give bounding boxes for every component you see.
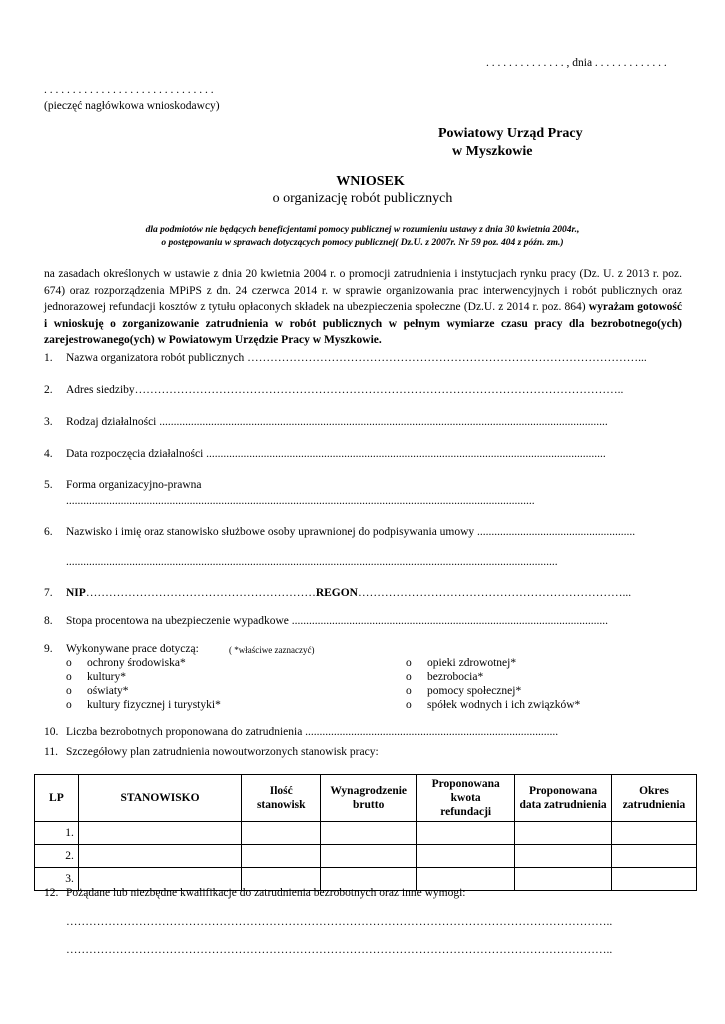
- item-6-number: 6.: [44, 526, 53, 538]
- regon-field[interactable]: ……………………………………………………………...: [357, 587, 632, 599]
- item-9-number: 9.: [44, 643, 53, 655]
- work-option-right-4: spółek wodnych i ich związków*: [427, 699, 581, 711]
- checkbox-bullet[interactable]: o: [66, 685, 72, 697]
- item-11-number: 11.: [44, 746, 58, 758]
- table-header: Okres zatrudnienia: [612, 775, 697, 822]
- checkbox-bullet[interactable]: o: [406, 699, 412, 711]
- work-option-left-1: ochrony środowiska*: [87, 657, 186, 669]
- table-header: LP: [35, 775, 79, 822]
- form-title: WNIOSEK: [336, 174, 405, 189]
- item-3-number: 3.: [44, 416, 53, 428]
- item-4-number: 4.: [44, 448, 53, 460]
- nip-regon-line: [66, 587, 631, 599]
- intro-bold-text: wyrażam gotowość i wnioskuję o zorganizowanie zatrudnienia w robót publicznych w pełnym wymiarze czasu pracy dla bezrobotnego(ych) zarejestrowanego(ych) w Powiatowym Urzędzie Pracy w Myszkowie.: [44, 301, 682, 347]
- salary-cell[interactable]: [321, 845, 417, 868]
- intro-text: na zasadach określonych w ustawie z dnia 20 kwietnia 2004 r. o promocji zatrudnienia i instytucjach rynku pracy (Dz. U. z 2013 r. poz. 674) oraz rozporządzenia MPiPS z dn. 24 czerwca 2014 r. w sprawie organizowania prac interwencyjnych i robót publicznych oraz jednorazowej refundacji kosztów z tytułu opłaconych składek na ubezpieczenia społeczne (Dz.U. z 2014 r. poz. 864): [44, 268, 682, 314]
- organizer-name-field[interactable]: Nazwa organizatora robót publicznych …………………………………………………………………………………………...: [66, 352, 647, 364]
- table-header: Ilość stanowisk: [242, 775, 321, 822]
- nip-field[interactable]: ……………………………………………………: [85, 587, 316, 599]
- item-10-number: 10.: [44, 726, 59, 738]
- stamp-label: (pieczęć nagłówkowa wnioskodawcy): [44, 100, 220, 112]
- authorized-person-field[interactable]: Nazwisko i imię oraz stanowisko służbowe osoby uprawnionej do podpisywania umowy .......................................................: [66, 526, 636, 538]
- regon-label: REGON: [315, 587, 358, 599]
- stamp-dots: . . . . . . . . . . . . . . . . . . . . . . . . . . . . . .: [44, 84, 214, 96]
- checkbox-bullet[interactable]: o: [406, 657, 412, 669]
- work-option-right-3: pomocy społecznej*: [427, 685, 522, 697]
- office-city: w Myszkowie: [452, 144, 533, 159]
- count-cell[interactable]: [242, 845, 321, 868]
- activity-type-field[interactable]: Rodzaj działalności ............................................................................................................................................................: [66, 416, 608, 428]
- nip-label: NIP: [66, 587, 86, 599]
- activity-start-date-field[interactable]: Data rozpoczęcia działalności ...........................................................................................................................................: [66, 448, 606, 460]
- qualifications-field-line2[interactable]: ……………………………………………………………………………………………………………………………..: [66, 944, 613, 956]
- position-cell[interactable]: [78, 845, 241, 868]
- checkbox-bullet[interactable]: o: [406, 685, 412, 697]
- item-8-number: 8.: [44, 615, 53, 627]
- checkbox-bullet[interactable]: o: [66, 671, 72, 683]
- row-number: 3.: [35, 868, 79, 891]
- work-type-hint: ( *właściwe zaznaczyć): [229, 645, 315, 655]
- period-cell[interactable]: [612, 822, 697, 845]
- checkbox-bullet[interactable]: o: [66, 657, 72, 669]
- start-date-cell[interactable]: [515, 845, 612, 868]
- position-cell[interactable]: [78, 822, 241, 845]
- salary-cell[interactable]: [321, 822, 417, 845]
- table-header: Proponowana data zatrudnienia: [515, 775, 612, 822]
- work-option-left-4: kultury fizycznej i turystyki*: [87, 699, 221, 711]
- intro-paragraph: [44, 266, 682, 349]
- table-header: Proponowana kwota refundacji: [417, 775, 515, 822]
- refund-cell[interactable]: [417, 845, 515, 868]
- refund-cell[interactable]: [417, 822, 515, 845]
- office-name: Powiatowy Urząd Pracy: [438, 126, 583, 141]
- address-field[interactable]: Adres siedziby………………………………………………………………………………………………………………..: [66, 384, 624, 396]
- item-1-number: 1.: [44, 352, 53, 364]
- work-option-right-1: opieki zdrowotnej*: [427, 657, 517, 669]
- authorized-person-field-line2[interactable]: ...........................................................................................................................................................................: [66, 556, 558, 568]
- item-2-number: 2.: [44, 384, 53, 396]
- legal-note-line1: dla podmiotów nie będących beneficjentami pomocy publicznej w rozumieniu ustawy z dnia 30 kwietnia 2004r.,: [145, 225, 580, 235]
- employment-plan-label: Szczegółowy plan zatrudnienia nowoutworzonych stanowisk pracy:: [66, 746, 379, 758]
- table-row: [35, 822, 697, 845]
- period-cell[interactable]: [612, 845, 697, 868]
- start-date-cell[interactable]: [515, 822, 612, 845]
- table-header-row: [35, 775, 697, 822]
- table-header: Wynagrodzenie brutto: [321, 775, 417, 822]
- unemployed-count-field[interactable]: Liczba bezrobotnych proponowana do zatrudnienia ........................................................................................: [66, 726, 559, 738]
- count-cell[interactable]: [242, 822, 321, 845]
- work-option-right-2: bezrobocia*: [427, 671, 484, 683]
- form-subtitle: o organizację robót publicznych: [272, 191, 453, 206]
- legal-note-line2: o postępowaniu w sprawach dotyczących pomocy publicznej( Dz.U. z 2007r. Nr 59 poz. 404 z późn. zm.): [161, 238, 564, 248]
- table-row: [35, 845, 697, 868]
- checkbox-bullet[interactable]: o: [406, 671, 412, 683]
- item-7-number: 7.: [44, 587, 53, 599]
- legal-form-field[interactable]: ...................................................................................................................................................................: [66, 495, 535, 507]
- checkbox-bullet[interactable]: o: [66, 699, 72, 711]
- employment-plan-table: [34, 774, 697, 891]
- qualifications-field-line1[interactable]: ……………………………………………………………………………………………………………………………..: [66, 916, 613, 928]
- accident-insurance-rate-field[interactable]: Stopa procentowa na ubezpieczenie wypadkowe ..............................................................................................................: [66, 615, 609, 627]
- item-12-number: 12.: [44, 887, 59, 899]
- table-header: STANOWISKO: [78, 775, 241, 822]
- row-number: 2.: [35, 845, 79, 868]
- start-date-cell[interactable]: [515, 868, 612, 891]
- work-type-label: Wykonywane prace dotyczą:: [66, 643, 199, 655]
- legal-form-label: Forma organizacyjno-prawna: [66, 479, 202, 491]
- row-number: 1.: [35, 822, 79, 845]
- work-option-left-3: oświaty*: [87, 685, 129, 697]
- work-option-left-2: kultury*: [87, 671, 126, 683]
- qualifications-label: Pożądane lub niezbędne kwalifikacje do zatrudnienia bezrobotnych oraz inne wymogi:: [66, 887, 466, 899]
- period-cell[interactable]: [612, 868, 697, 891]
- date-line: . . . . . . . . . . . . . . , dnia . . . . . . . . . . . . .: [486, 57, 667, 69]
- item-5-number: 5.: [44, 479, 53, 491]
